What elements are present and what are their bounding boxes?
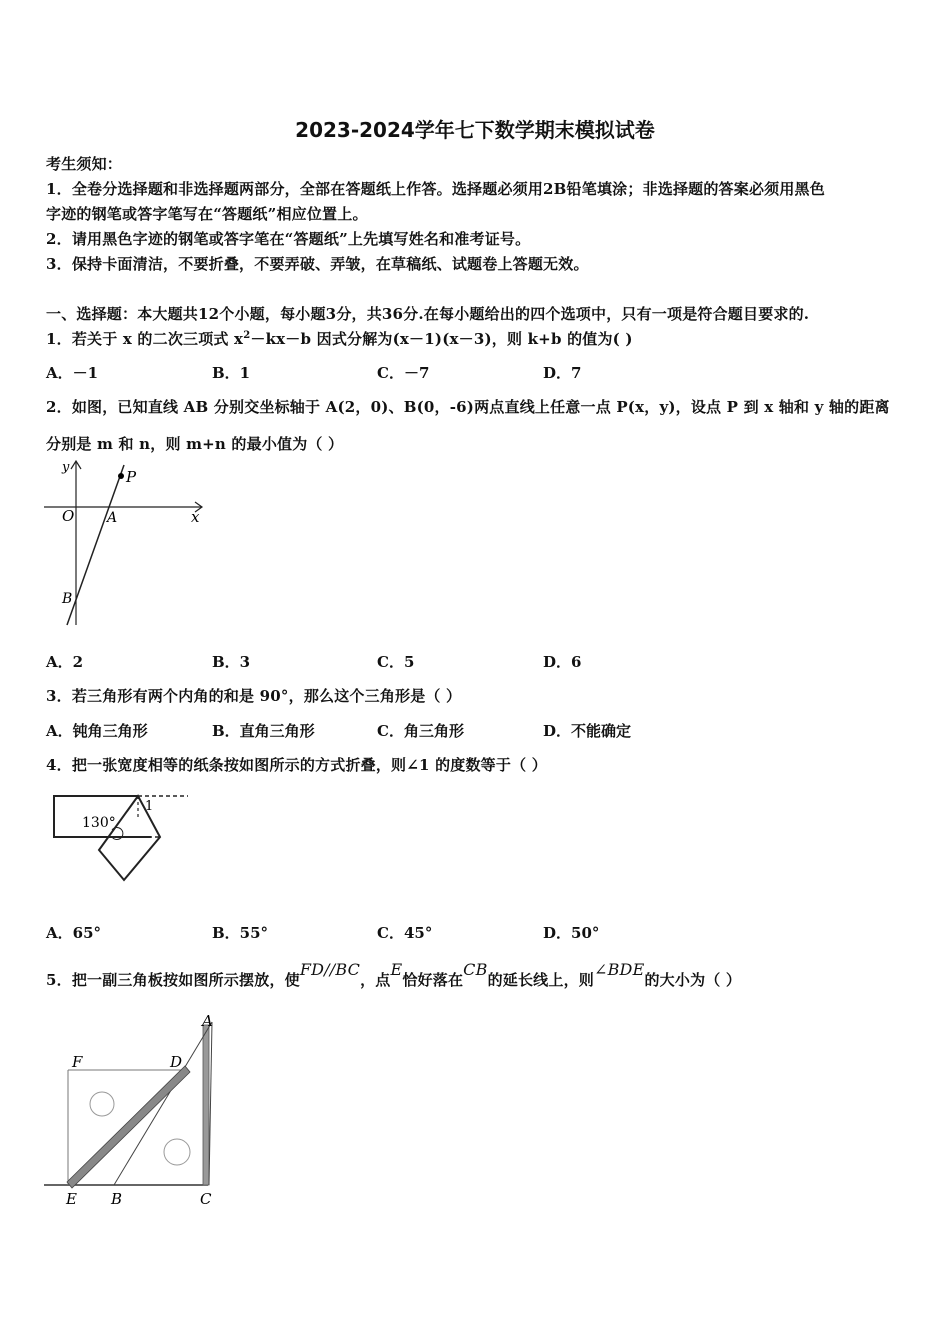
q5-math-e: E: [390, 960, 403, 979]
q5-math-fd-bc: FD//BC: [299, 960, 361, 979]
q2-figure: [40, 455, 220, 635]
q2-label-a: A: [107, 510, 118, 526]
q4-option-c: C．45°: [377, 924, 433, 942]
q4-option-b: B．55°: [212, 924, 269, 942]
q5-label-a: A: [202, 1012, 213, 1030]
q5-label-b: B: [111, 1190, 123, 1208]
q5-figure: [40, 1010, 230, 1215]
q1-option-a: A．－1: [46, 364, 99, 382]
q4-figure: [46, 785, 196, 885]
q2-label-y: y: [62, 460, 70, 475]
q3-option-b: B．直角三角形: [212, 722, 315, 740]
q5-label-d: D: [170, 1053, 183, 1071]
q5-stem: 5．把一副三角板按如图所示摆放，使FD//BC，点E恰好落在CB的延长线上，则∠BDE的大小为（ ）: [46, 960, 742, 989]
q3-option-d: D．不能确定: [543, 722, 632, 740]
q2-option-b: B．3: [212, 653, 251, 671]
q2-option-d: D．6: [543, 653, 582, 671]
q4-option-d: D．50°: [543, 924, 600, 942]
q3-option-c: C．角三角形: [377, 722, 464, 740]
q5-label-f: F: [72, 1053, 83, 1071]
q4-option-a: A．65°: [46, 924, 102, 942]
section-heading: 一、选择题：本大题共12个小题，每小题3分，共36分.在每小题给出的四个选项中，只有一项是符合题目要求的.: [46, 305, 810, 323]
q3-stem: 3．若三角形有两个内角的和是 90°，那么这个三角形是（ ）: [46, 687, 462, 705]
q3-option-a: A．钝角三角形: [46, 722, 148, 740]
notice-heading: 考生须知：: [46, 155, 123, 173]
q1-option-d: D．7: [543, 364, 582, 382]
q4-stem: 4．把一张宽度相等的纸条按如图所示的方式折叠，则∠1 的度数等于（ ）: [46, 756, 547, 774]
q2-stem-a: 2．如图，已知直线 AB 分别交坐标轴于 A(2，0)、B(0，-6)两点直线上任意一点 P(x，y)，设点 P 到 x 轴和 y 轴的距离: [46, 398, 890, 416]
q2-label-o: O: [62, 507, 75, 525]
q5-label-c: C: [200, 1190, 212, 1208]
q2-stem-b: 分别是 m 和 n，则 m+n 的最小值为（ ）: [46, 435, 344, 453]
q2-option-c: C．5: [377, 653, 415, 671]
q2-label-b: B: [62, 591, 73, 607]
notice-line-1b: 字迹的钢笔或答字笔写在“答题纸”相应位置上。: [46, 205, 368, 223]
notice-line-1a: 1．全卷分选择题和非选择题两部分，全部在答题纸上作答。选择题必须用2B铅笔填涂；非选择题的答案必须用黑色: [46, 180, 825, 198]
q2-label-p: P: [126, 468, 137, 486]
q1-option-b: B．1: [212, 364, 251, 382]
q5-math-cb: CB: [463, 960, 488, 979]
q5-label-e: E: [66, 1190, 77, 1208]
q2-label-x: x: [191, 508, 200, 526]
notice-line-2: 2．请用黑色字迹的钢笔或答字笔在“答题纸”上先填写姓名和准考证号。: [46, 230, 531, 248]
q1-option-c: C．－7: [377, 364, 430, 382]
q4-angle-1-label: 1: [145, 799, 154, 814]
q1-stem: 1．若关于 x 的二次三项式 $x^2-kx-b$ 因式分解为(x－1)(x－3)，则 k+b 的值为( ): [46, 330, 633, 348]
q4-angle-label: 130°: [82, 815, 116, 831]
notice-line-3: 3．保持卡面清洁，不要折叠，不要弄破、弄皱，在草稿纸、试题卷上答题无效。: [46, 255, 589, 273]
q5-math-angle-bde: ∠BDE: [593, 960, 645, 979]
q2-option-a: A．2: [46, 653, 84, 671]
page-title: 2023-2024学年七下数学期末模拟试卷: [295, 118, 655, 142]
